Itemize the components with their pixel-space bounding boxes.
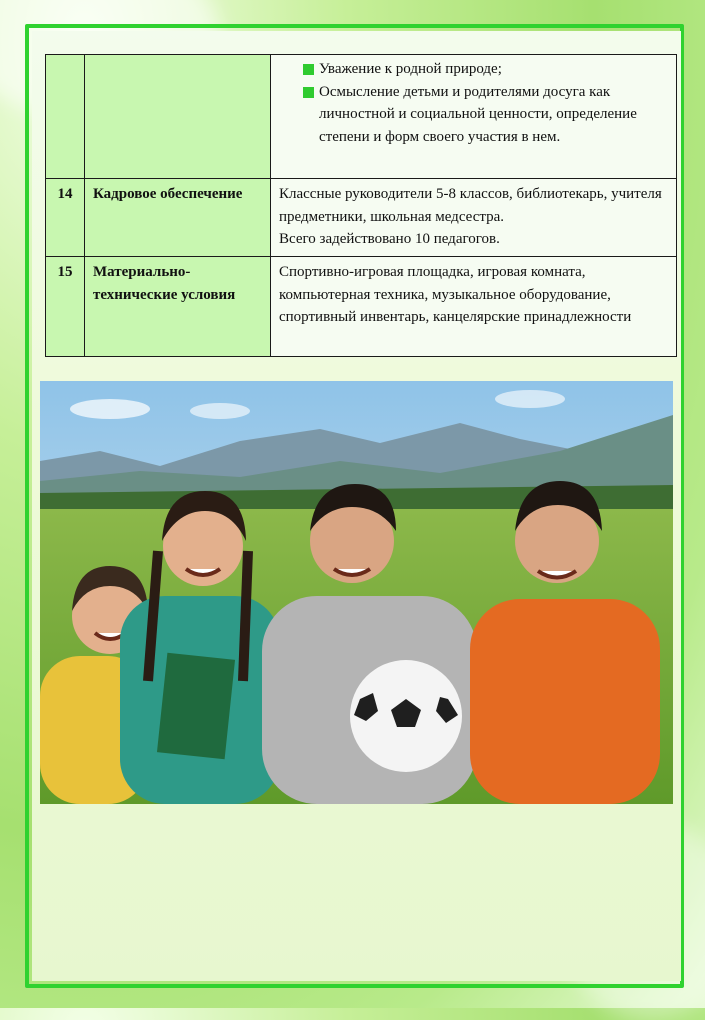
row-label-cell: Кадровое обеспечение <box>85 179 271 257</box>
row-description-cell: Спортивно-игровая площадка, игровая комната, компьютерная техника, музыкальное оборудование, спортивный инвентарь, канцелярские принадлежности <box>271 257 677 357</box>
row-number-cell <box>46 55 85 179</box>
row-number-cell: 15 <box>46 257 85 357</box>
table-row <box>46 179 677 257</box>
green-square-bullet-icon <box>303 64 314 75</box>
table-row <box>46 55 677 179</box>
row-number-cell: 14 <box>46 179 85 257</box>
row-description-cell <box>271 179 677 257</box>
green-square-bullet-icon <box>303 87 314 98</box>
children-playing-illustration <box>40 381 673 804</box>
program-info-table <box>45 54 677 357</box>
children-photo <box>40 381 673 804</box>
list-item: Осмысление детьми и родителями досуга как личностной и социальной ценности, определение степени и форм своего участия в нем. <box>301 81 670 149</box>
row-label-cell <box>85 55 271 179</box>
bullet-list <box>271 55 676 151</box>
staff-text: Классные руководители 5-8 классов, библиотекарь, учителя предметники, школьная медсестра. <box>279 186 662 225</box>
row-label-cell: Материально-технические условия <box>85 257 271 357</box>
row-description-cell <box>271 55 677 179</box>
list-item: Уважение к родной природе; <box>301 58 670 81</box>
table-row <box>46 257 677 357</box>
staff-total-text: Всего задействовано 10 педагогов. <box>279 231 500 247</box>
